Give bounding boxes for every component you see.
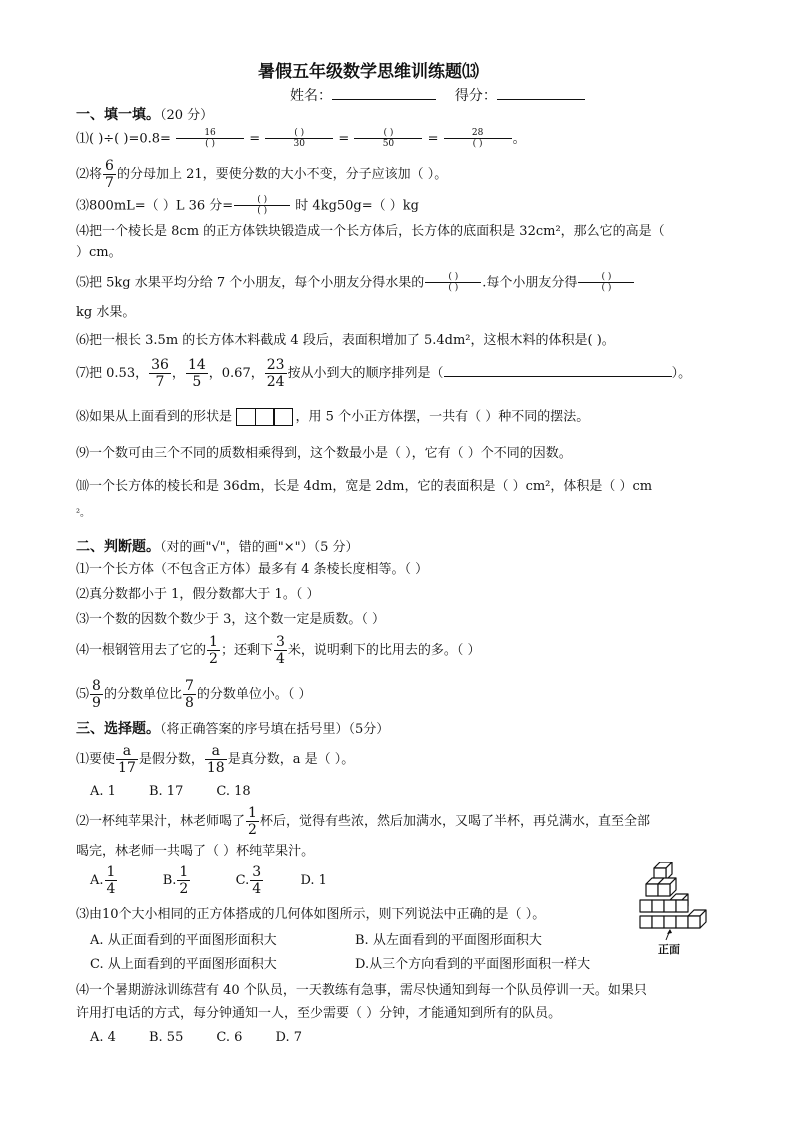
numerator: 28 (444, 128, 512, 139)
question-text: ；还剩下 (220, 643, 273, 659)
header-line (290, 89, 585, 103)
numerator: 7 (184, 678, 194, 694)
numerator: 3 (252, 864, 262, 880)
question-text: 时 4kg50g=（ ）kg (291, 198, 419, 214)
question-1-8 (76, 408, 589, 426)
judge-4 (76, 634, 481, 667)
numerator: a (116, 743, 138, 760)
fraction (103, 158, 116, 191)
question-number: ⑷ (76, 643, 90, 659)
question-text: 一个数的因数个数少于 3，这个数一定是质数。（ ） (89, 612, 386, 627)
numerator: 1 (106, 864, 116, 880)
question-text: 把一根长 3.5m 的长方体木料截成 4 段后，表面积增加了 5.4dm²，这根木料的体积是( )。 (89, 333, 615, 348)
fraction (234, 195, 290, 217)
question-text: 的分数单位比 (103, 687, 182, 703)
choice-4-cont: 许用打电话的方式，每分钟通知一人，至少需要（ ）分钟，才能通知到所有的队员。 (76, 1006, 562, 1021)
fraction (186, 357, 208, 390)
question-1-10-cont: ²。 (76, 508, 91, 519)
question-text: ，用 5 个小正方体摆，一共有（ ）种不同的摆法。 (295, 409, 590, 425)
option-a[interactable] (90, 864, 118, 898)
fraction (205, 743, 227, 776)
question-number: ⑵ (76, 814, 90, 830)
section3-heading (76, 722, 389, 736)
question-1-6 (76, 334, 615, 347)
question-text: 一杯纯苹果汁，林老师喝了 (89, 814, 246, 830)
question-text: 的分母加上 21，要使分数的大小不变，分子应该加（ ）。 (116, 167, 448, 183)
question-number: ⑴ (76, 752, 90, 768)
numerator: a (205, 743, 227, 760)
question-number: ⑹ (76, 333, 90, 348)
question-number: ⑻ (76, 409, 90, 425)
section1-heading (76, 108, 213, 122)
score-field[interactable] (497, 99, 585, 100)
question-number: ⑸ (76, 275, 90, 291)
choice-4-options[interactable]: A. 4 B. 55 C. 6 D. 7 (90, 1030, 302, 1045)
question-text: 是假分数， (138, 752, 204, 768)
numerator[interactable]: ( ) (234, 195, 290, 206)
question-text: ( )÷( )=0.8= (89, 131, 171, 147)
equals-sign: = (427, 131, 439, 147)
section3-title: 三、选择题。 (76, 721, 160, 737)
numerator: 1 (209, 634, 218, 650)
question-text: 把 0.53， (89, 366, 149, 382)
fraction (354, 128, 422, 150)
fraction (90, 678, 103, 711)
question-text: 的分数单位小。（ ） (196, 687, 312, 703)
cube-face (676, 916, 688, 928)
question-number: ⑼ (76, 446, 90, 461)
question-end: 。 (512, 131, 526, 147)
cube-face (658, 884, 670, 896)
numerator: 1 (248, 805, 257, 821)
denominator: 9 (92, 695, 101, 712)
numerator[interactable]: ( ) (265, 128, 333, 139)
question-text: 如果从上面看到的形状是 (89, 409, 233, 425)
denominator[interactable]: ( ) (472, 139, 483, 150)
judge-5 (76, 678, 312, 711)
numerator[interactable]: ( ) (578, 272, 634, 283)
question-1-9 (76, 447, 572, 460)
choice-3 (76, 908, 545, 921)
question-text: 杯后，觉得有些浓，然后加满水，又喝了半杯，再兑满水，直至全部 (259, 814, 650, 830)
question-number: ⑵ (76, 587, 90, 602)
question-number: ⑵ (76, 167, 90, 183)
question-number: ⑴ (76, 562, 90, 577)
fraction (116, 743, 138, 776)
figure-label: 正面 (658, 943, 680, 956)
numerator[interactable]: ( ) (354, 128, 422, 139)
fraction (207, 634, 220, 667)
separator: ，0.67， (208, 366, 264, 382)
option-b[interactable] (162, 864, 192, 898)
numerator: 14 (187, 357, 206, 373)
numerator: 8 (92, 678, 101, 694)
choice-3-option-a[interactable]: A. 从正面看到的平面图形面积大 (90, 933, 277, 948)
option-letter: B. (162, 873, 177, 889)
question-text: 一个暑期游泳训练营有 40 个队员，一天教练有急事，需尽快通知到每一个队员停训一天。如果只 (89, 983, 647, 998)
denominator: 17 (118, 760, 136, 777)
fraction (177, 864, 190, 897)
question-text: .每个小朋友分得 (482, 275, 578, 291)
cube-face (688, 916, 700, 928)
denominator: 30 (293, 139, 305, 150)
question-number: ⑶ (76, 907, 90, 922)
section2-heading (76, 540, 359, 554)
question-1-4 (76, 225, 665, 238)
question-text: 800mL=（ ）L 36 分= (89, 198, 234, 214)
judge-2 (76, 588, 319, 601)
section2-note: （对的画"√"，错的画"×"）（5 分） (160, 540, 359, 555)
cube-face (664, 916, 676, 928)
cube-face (664, 900, 676, 912)
section2-title: 二、判断题。 (76, 539, 160, 555)
cube-group (640, 862, 706, 928)
numerator: 1 (179, 864, 189, 880)
question-1-5 (76, 272, 635, 294)
top-view-shape (236, 408, 292, 426)
denominator: 24 (266, 374, 285, 391)
numerator: 36 (151, 357, 169, 373)
fraction (274, 634, 287, 667)
fraction (176, 128, 244, 150)
denominator: 7 (105, 175, 114, 192)
square (273, 408, 293, 426)
choice-4 (76, 984, 647, 997)
question-number: ⑶ (76, 612, 90, 627)
fraction (183, 678, 196, 711)
cube-stack-figure (636, 862, 710, 960)
question-number: ⑷ (76, 983, 90, 998)
page-title: 暑假五年级数学思维训练题⒀ (258, 62, 479, 82)
denominator: 4 (106, 881, 116, 898)
denominator: 18 (206, 760, 225, 777)
denominator[interactable]: ( ) (205, 139, 215, 150)
question-1-5-cont: kg 水果。 (76, 305, 136, 320)
section3-note: （将正确答案的序号填在括号里）（5分） (160, 722, 390, 737)
question-text: 要使 (89, 752, 116, 768)
cube-face (640, 900, 652, 912)
name-label: 姓名： (290, 88, 332, 104)
question-text: 把一个棱长是 8cm 的正方体铁块锻造成一个长方体后，长方体的底面积是 32cm²，那么它的高是（ (89, 224, 665, 239)
question-number: ⑸ (76, 687, 90, 703)
option-letter: A. (90, 873, 104, 889)
fraction (105, 864, 118, 897)
fraction (578, 272, 634, 294)
option-d[interactable]: D. 1 (300, 873, 327, 889)
cube-face (652, 916, 664, 928)
square (255, 408, 275, 426)
choice-3-option-d[interactable]: D.从三个方向看到的平面图形面积一样大 (355, 957, 591, 972)
fraction (250, 864, 263, 897)
choice-2 (76, 805, 650, 838)
choice-3-option-c[interactable]: C. 从上面看到的平面图形面积大 (90, 957, 277, 972)
fraction (246, 805, 259, 838)
fraction (265, 357, 287, 390)
question-1-4-cont: ）cm。 (76, 245, 122, 260)
denominator[interactable]: ( ) (601, 283, 612, 294)
numerator: 3 (275, 634, 285, 650)
question-text: 一个长方体的棱长和是 36dm，长是 4dm，宽是 2dm，它的表面积是（ ）cm²，体积是（ ）cm (89, 479, 653, 494)
score-label: 得分： (454, 88, 497, 104)
question-text: ）。 (671, 366, 692, 382)
equals-sign: = (338, 131, 350, 147)
cube-face (646, 884, 658, 896)
separator: ， (171, 366, 185, 382)
question-text: 按从小到大的顺序排列是（ (287, 366, 444, 382)
option-c[interactable] (235, 864, 265, 898)
denominator: 2 (179, 881, 189, 898)
cube-face (640, 916, 652, 928)
choice-3-option-b[interactable]: B. 从左面看到的平面图形面积大 (355, 933, 542, 948)
question-text: 真分数都小于 1，假分数都大于 1。（ ） (89, 587, 320, 602)
question-number: ⑴ (76, 131, 90, 147)
question-1-10 (76, 480, 652, 493)
denominator: 50 (382, 139, 395, 150)
judge-3 (76, 613, 385, 626)
question-number: ⑷ (76, 224, 90, 239)
question-1-3 (76, 195, 419, 217)
numerator: 23 (266, 357, 285, 373)
fraction (425, 272, 481, 294)
judge-1 (76, 563, 428, 576)
denominator: 4 (275, 651, 285, 668)
square (236, 408, 256, 426)
question-text: 一根钢管用去了它的 (89, 643, 207, 659)
question-text: 是真分数，a 是（ ）。 (227, 752, 355, 768)
numerator[interactable]: ( ) (425, 272, 481, 283)
cube-face (652, 900, 664, 912)
question-1-2 (76, 158, 447, 191)
denominator: 7 (155, 374, 165, 391)
question-1-1 (76, 128, 526, 150)
question-number: ⑺ (76, 366, 90, 382)
numerator: 16 (176, 128, 244, 139)
denominator: 5 (192, 374, 202, 391)
choice-2-options (90, 864, 327, 897)
name-field[interactable] (332, 99, 436, 100)
denominator: 2 (209, 651, 218, 668)
choice-2-cont: 喝完，林老师一共喝了（ ）杯纯苹果汁。 (76, 844, 315, 859)
question-text: 一个长方体（不包含正方体）最多有 4 条棱长度相等。（ ） (89, 562, 429, 577)
denominator[interactable]: ( ) (257, 206, 268, 217)
question-1-7 (76, 357, 691, 390)
numerator: 6 (105, 158, 114, 174)
question-text: 一个数可由三个不同的质数相乘得到，这个数最小是（ ），它有（ ）个不同的因数。 (89, 446, 572, 461)
equals-sign: = (249, 131, 261, 147)
option-letter: C. (235, 873, 250, 889)
question-text: 米，说明剩下的比用去的多。（ ） (287, 643, 481, 659)
fraction (444, 128, 512, 150)
choice-1 (76, 743, 354, 776)
denominator: 8 (184, 695, 194, 712)
question-number: ⑶ (76, 198, 90, 214)
cube-face (676, 900, 688, 912)
denominator[interactable]: ( ) (448, 283, 459, 294)
section1-note: （20 分） (160, 108, 214, 123)
question-text: 将 (89, 167, 103, 183)
fraction (265, 128, 333, 150)
question-number: ⑽ (76, 479, 90, 494)
answer-field[interactable] (444, 376, 672, 377)
section1-title: 一、填一填。 (76, 107, 160, 123)
question-text: 把 5kg 水果平均分给 7 个小朋友，每个小朋友分得水果的 (89, 275, 425, 291)
fraction (149, 357, 171, 390)
choice-1-options[interactable]: A. 1 B. 17 C. 18 (90, 784, 251, 799)
denominator: 4 (252, 881, 262, 898)
denominator: 2 (248, 822, 257, 839)
arrow-head (667, 929, 672, 934)
question-text: 由10个大小相同的正方体搭成的几何体如图所示，则下列说法中正确的是（ ）。 (89, 907, 546, 922)
